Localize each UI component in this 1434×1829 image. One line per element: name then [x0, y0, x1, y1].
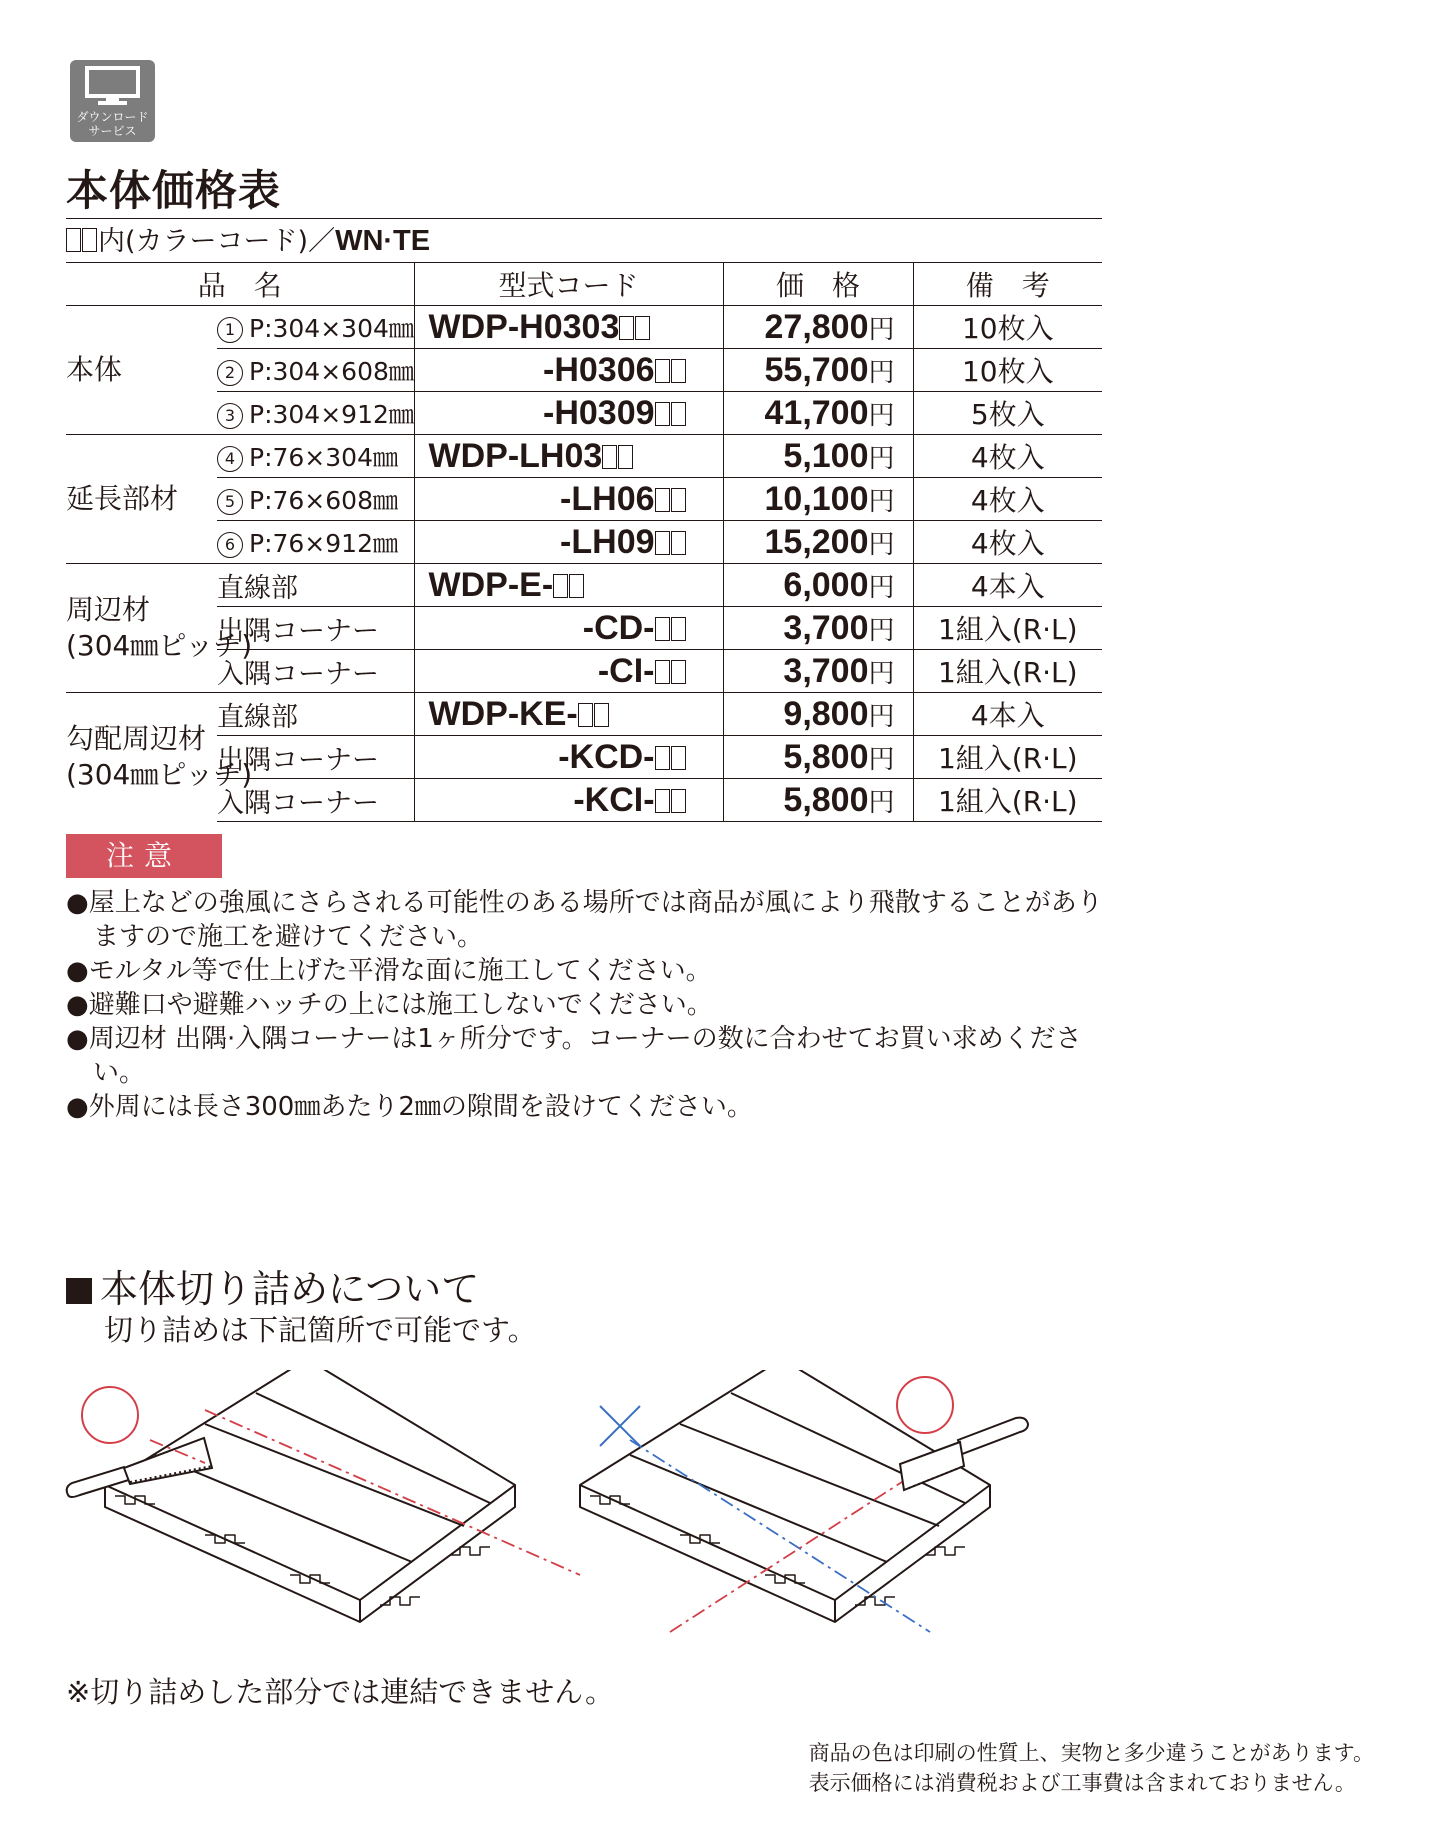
disclaimer-line: 表示価格には消費税および工事費は含まれておりません。	[808, 1771, 1356, 1795]
ok-cut-panel	[105, 1370, 515, 1622]
remarks-cell: 4枚入	[913, 478, 1102, 521]
model-code-cell: WDP-E-	[414, 564, 723, 607]
category-name: 本体	[66, 306, 217, 435]
model-code-cell: -KCD-	[414, 736, 723, 779]
table-header-row	[66, 263, 1102, 306]
spec-cell: 入隅コーナー	[217, 779, 414, 822]
remarks-cell: 1組入(R·L)	[913, 779, 1102, 822]
remarks-cell: 4枚入	[913, 521, 1102, 564]
table-row	[66, 349, 1102, 392]
model-code-cell: -CD-	[414, 607, 723, 650]
remarks-cell: 5枚入	[913, 392, 1102, 435]
title-rule	[66, 218, 1102, 219]
price-cell: 15,200円	[723, 521, 913, 564]
table-row	[66, 607, 1102, 650]
spec-cell: 3 P:304×912㎜	[217, 392, 414, 435]
model-code-cell: -CI-	[414, 650, 723, 693]
spec-cell: 出隅コーナー	[217, 736, 414, 779]
spec-cell: 1 P:304×304㎜	[217, 306, 414, 349]
price-table	[66, 262, 1102, 822]
category-name: 周辺材 (304㎜ピッチ)	[66, 564, 217, 693]
model-code-cell: -LH06	[414, 478, 723, 521]
caution-item: ● 屋上などの強風にさらされる可能性のある場所では商品が風により飛散することがありますので施工を避けてください。	[66, 886, 1126, 954]
caution-list	[66, 886, 1126, 1124]
remarks-cell: 10枚入	[913, 349, 1102, 392]
ok-mark-icon-right	[897, 1377, 953, 1433]
spec-cell: 6 P:76×912㎜	[217, 521, 414, 564]
ng-mark-icon	[600, 1406, 640, 1446]
cutting-section-subtitle: 切り詰めは下記箇所で可能です。	[104, 1313, 537, 1347]
ng-cut-panel	[580, 1370, 990, 1622]
header-product-name: 品 名	[66, 263, 414, 306]
caution-item: ● モルタル等で仕上げた平滑な面に施工してください。	[66, 954, 1126, 988]
model-code-cell: WDP-LH03	[414, 435, 723, 478]
table-row	[66, 435, 1102, 478]
header-price: 価 格	[723, 263, 913, 306]
caution-item: ● 外周には長さ300㎜あたり2㎜の隙間を設けてください。	[66, 1090, 1126, 1124]
table-row	[66, 564, 1102, 607]
model-code-cell: WDP-H0303	[414, 306, 723, 349]
remarks-cell: 4枚入	[913, 435, 1102, 478]
table-row	[66, 650, 1102, 693]
square-bullet-icon	[66, 1278, 92, 1304]
model-code-cell: WDP-KE-	[414, 693, 723, 736]
model-code-cell: -H0306	[414, 349, 723, 392]
cutting-diagram	[0, 1370, 1100, 1660]
item-number-icon: 5	[217, 489, 243, 515]
model-code-cell: -LH09	[414, 521, 723, 564]
color-code-note: 内(カラーコード)／WN·TE	[66, 222, 430, 261]
table-row	[66, 693, 1102, 736]
item-number-icon: 6	[217, 532, 243, 558]
monitor-icon	[84, 66, 141, 106]
remarks-cell: 1組入(R·L)	[913, 650, 1102, 693]
table-row	[66, 736, 1102, 779]
header-model-code: 型式コード	[414, 263, 723, 306]
cutting-footnote: ※切り詰めした部分では連結できません。	[66, 1675, 615, 1709]
model-code-cell: -KCI-	[414, 779, 723, 822]
price-cell: 27,800円	[723, 306, 913, 349]
item-number-icon: 2	[217, 360, 243, 386]
remarks-cell: 1組入(R·L)	[913, 607, 1102, 650]
price-cell: 41,700円	[723, 392, 913, 435]
price-cell: 10,100円	[723, 478, 913, 521]
spec-cell: 5 P:76×608㎜	[217, 478, 414, 521]
price-cell: 3,700円	[723, 650, 913, 693]
spec-cell: 直線部	[217, 564, 414, 607]
header-remarks: 備 考	[913, 263, 1102, 306]
table-row	[66, 306, 1102, 349]
spec-cell: 入隅コーナー	[217, 650, 414, 693]
disclaimer	[809, 1738, 1374, 1798]
item-number-icon: 4	[217, 446, 243, 472]
table-row	[66, 478, 1102, 521]
table-row	[66, 779, 1102, 822]
model-code-cell: -H0309	[414, 392, 723, 435]
item-number-icon: 1	[217, 317, 243, 343]
table-row	[66, 521, 1102, 564]
cutting-section-heading: 本体切り詰めについて	[66, 1258, 479, 1313]
download-badge-caption: ダウンロード サービス	[76, 110, 149, 138]
page-title: 本体価格表	[66, 166, 282, 215]
remarks-cell: 4本入	[913, 693, 1102, 736]
remarks-cell: 10枚入	[913, 306, 1102, 349]
remarks-cell: 1組入(R·L)	[913, 736, 1102, 779]
caution-item: ● 周辺材 出隅·入隅コーナーは1ヶ所分です。コーナーの数に合わせてお買い求めください。	[66, 1022, 1126, 1090]
item-number-icon: 3	[217, 403, 243, 429]
price-cell: 5,800円	[723, 736, 913, 779]
caution-item: ● 避難口や避難ハッチの上には施工しないでください。	[66, 988, 1126, 1022]
price-cell: 5,100円	[723, 435, 913, 478]
download-service-badge[interactable]	[70, 60, 155, 142]
price-cell: 9,800円	[723, 693, 913, 736]
price-cell: 55,700円	[723, 349, 913, 392]
spec-cell: 直線部	[217, 693, 414, 736]
caution-label: 注意	[66, 834, 222, 878]
ok-mark-icon	[82, 1387, 138, 1443]
price-cell: 3,700円	[723, 607, 913, 650]
spec-cell: 出隅コーナー	[217, 607, 414, 650]
category-name: 延長部材	[66, 435, 217, 564]
disclaimer-line: 商品の色は印刷の性質上、実物と多少違うことがあります。	[808, 1741, 1374, 1765]
category-name: 勾配周辺材 (304㎜ピッチ)	[66, 693, 217, 822]
price-cell: 5,800円	[723, 779, 913, 822]
remarks-cell: 4本入	[913, 564, 1102, 607]
price-cell: 6,000円	[723, 564, 913, 607]
table-row	[66, 392, 1102, 435]
spec-cell: 2 P:304×608㎜	[217, 349, 414, 392]
spec-cell: 4 P:76×304㎜	[217, 435, 414, 478]
